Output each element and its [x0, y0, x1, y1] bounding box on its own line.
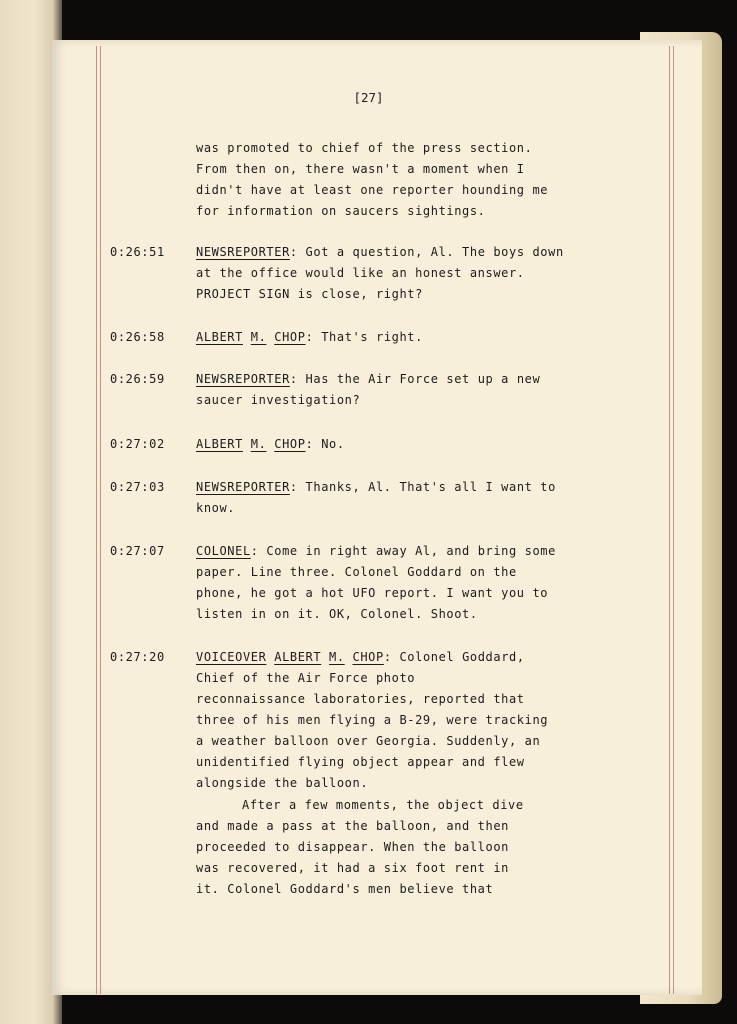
- left-margin-rule: [96, 46, 97, 994]
- right-margin-rule: [673, 46, 674, 994]
- speaker-name: COLONEL: [196, 544, 251, 558]
- dialogue-text: : Got a question, Al. The boys down: [289, 245, 564, 259]
- dialogue-text: for information on saucers sightings.: [196, 204, 486, 218]
- dialogue-text: didn't have at least one reporter hounding me: [196, 183, 549, 197]
- speaker-name: NEWSREPORTER: [196, 245, 290, 259]
- transcript-line: [196, 266, 525, 280]
- transcript-line: [196, 480, 556, 494]
- dialogue-text: [243, 330, 251, 344]
- dialogue-text: [243, 437, 251, 451]
- transcript-line: [196, 755, 525, 769]
- transcript-line: [242, 798, 524, 812]
- transcript-line: [196, 372, 540, 386]
- dialogue-text: : No.: [305, 437, 345, 451]
- transcript-line: [196, 393, 360, 407]
- speaker-name: M.: [250, 437, 267, 451]
- transcript-line: [196, 245, 564, 259]
- dialogue-text: : Thanks, Al. That's all I want to: [289, 480, 556, 494]
- transcript-line: [196, 141, 532, 155]
- dialogue-text: PROJECT SIGN is close, right?: [196, 287, 423, 301]
- timecode: 0:27:02: [110, 437, 165, 451]
- transcript-line: [196, 882, 493, 896]
- dialogue-text: was promoted to chief of the press section.: [196, 141, 533, 155]
- transcript-line: [196, 607, 478, 621]
- transcript-line: [196, 840, 509, 854]
- transcript-line: [196, 650, 525, 664]
- dialogue-text: know.: [196, 501, 236, 515]
- speaker-name: VOICEOVER: [196, 650, 267, 664]
- dialogue-text: paper. Line three. Colonel Goddard on the: [196, 565, 517, 579]
- speaker-name: ALBERT: [274, 650, 322, 664]
- transcript-line: [196, 330, 423, 344]
- speaker-name: M.: [250, 330, 267, 344]
- dialogue-text: three of his men flying a B-29, were tracking: [196, 713, 549, 727]
- transcript-line: [196, 734, 540, 748]
- speaker-name: CHOP: [352, 650, 384, 664]
- dialogue-text: : Come in right away Al, and bring some: [250, 544, 556, 558]
- transcript-line: [196, 287, 423, 301]
- dialogue-text: : Colonel Goddard,: [383, 650, 525, 664]
- speaker-name: CHOP: [274, 437, 306, 451]
- dialogue-text: it. Colonel Goddard's men believe that: [196, 882, 494, 896]
- dialogue-text: : Has the Air Force set up a new: [289, 372, 541, 386]
- transcript-line: [196, 501, 235, 515]
- transcript-line: [196, 776, 368, 790]
- dialogue-text: : That's right.: [305, 330, 423, 344]
- dialogue-text: [321, 650, 329, 664]
- transcript-line: [196, 544, 556, 558]
- dialogue-text: unidentified flying object appear and flew: [196, 755, 525, 769]
- transcript-line: [196, 437, 345, 451]
- transcript-line: [196, 586, 548, 600]
- transcript-line: [196, 861, 509, 875]
- timecode: 0:26:58: [110, 330, 165, 344]
- speaker-name: NEWSREPORTER: [196, 480, 290, 494]
- dialogue-text: reconnaissance laboratories, reported that: [196, 692, 525, 706]
- speaker-name: CHOP: [274, 330, 306, 344]
- transcript-line: [196, 671, 415, 685]
- dialogue-text: From then on, there wasn't a moment when I: [196, 162, 525, 176]
- speaker-name: ALBERT: [196, 330, 243, 344]
- left-margin-rule: [100, 46, 101, 994]
- dialogue-text: a weather balloon over Georgia. Suddenly, an: [196, 734, 541, 748]
- speaker-name: M.: [329, 650, 345, 664]
- dialogue-text: saucer investigation?: [196, 393, 361, 407]
- timecode: 0:27:03: [110, 480, 165, 494]
- dialogue-text: and made a pass at the balloon, and then: [196, 819, 509, 833]
- transcript-line: [196, 162, 525, 176]
- transcript-line: [196, 713, 548, 727]
- transcript-line: [196, 204, 486, 218]
- dialogue-text: at the office would like an honest answer.: [196, 266, 525, 280]
- dialogue-text: After a few moments, the object dive: [242, 798, 524, 812]
- dialogue-text: proceeded to disappear. When the balloon: [196, 840, 509, 854]
- timecode: 0:26:51: [110, 245, 165, 259]
- dialogue-text: Chief of the Air Force photo: [196, 671, 416, 685]
- dialogue-text: [345, 650, 353, 664]
- speaker-name: NEWSREPORTER: [196, 372, 290, 386]
- dialogue-text: was recovered, it had a six foot rent in: [196, 861, 509, 875]
- dialogue-text: alongside the balloon.: [196, 776, 369, 790]
- transcript-line: [196, 819, 509, 833]
- right-margin-rule: [669, 46, 670, 994]
- page-number: [27]: [353, 90, 384, 105]
- transcript-line: [196, 565, 517, 579]
- timecode: 0:27:07: [110, 544, 165, 558]
- timecode: 0:27:20: [110, 650, 165, 664]
- transcript-line: [196, 692, 525, 706]
- dialogue-text: listen in on it. OK, Colonel. Shoot.: [196, 607, 478, 621]
- speaker-name: ALBERT: [196, 437, 243, 451]
- transcript-line: [196, 183, 548, 197]
- dialogue-text: phone, he got a hot UFO report. I want you to: [196, 586, 549, 600]
- timecode: 0:26:59: [110, 372, 165, 386]
